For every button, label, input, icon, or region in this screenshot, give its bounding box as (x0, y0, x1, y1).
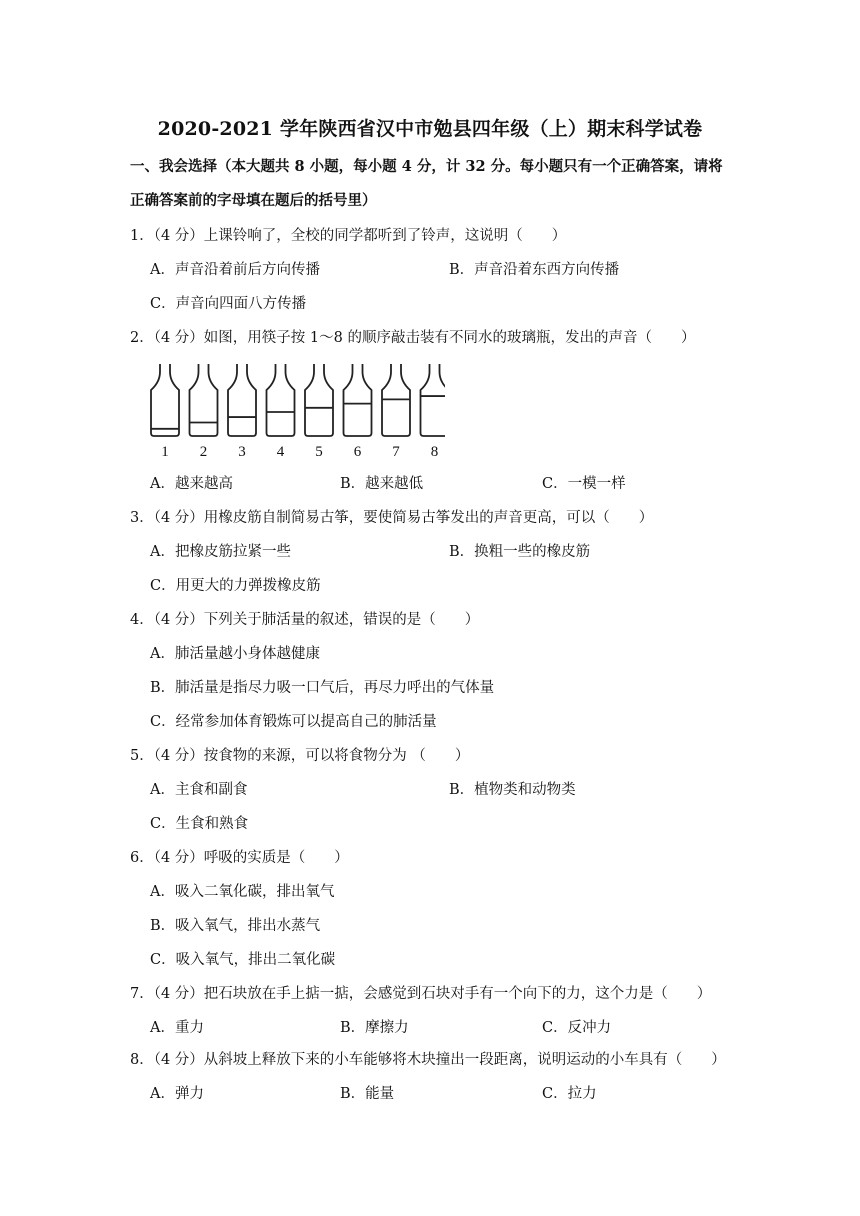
bottle-label-7: 7 (392, 444, 400, 460)
question-2-option-a: A．越来越高 (150, 476, 233, 492)
question-3-stem: 3．（4 分）用橡皮筋自制简易古筝，要使简易古筝发出的声音更高，可以（ ） (130, 510, 654, 526)
question-8-option-a: A．弹力 (150, 1086, 204, 1102)
bottle-3 (228, 364, 256, 460)
question-5-stem: 5．（4 分）按食物的来源，可以将食物分为 （ ） (130, 748, 470, 764)
question-3-option-a: A．把橡皮筋拉紧一些 (150, 544, 291, 560)
bottle-label-1: 1 (161, 444, 169, 460)
question-7-option-b: B．摩擦力 (340, 1020, 409, 1036)
question-3-option-b: B．换粗一些的橡皮筋 (449, 544, 591, 560)
question-5-option-b: B．植物类和动物类 (449, 782, 576, 798)
question-4-option-c: C．经常参加体育锻炼可以提高自己的肺活量 (150, 714, 437, 730)
question-4-option-b: B．肺活量是指尽力吸一口气后，再尽力呼出的气体量 (150, 680, 495, 696)
question-2-option-b: B．越来越低 (340, 476, 424, 492)
question-2-stem: 2．（4 分）如图，用筷子按 1～8 的顺序敲击装有不同水的玻璃瓶，发出的声音（ ） (130, 330, 696, 346)
bottle-label-6: 6 (353, 444, 362, 460)
question-1-option-a: A．声音沿着前后方向传播 (150, 262, 320, 278)
bottle-2 (190, 364, 218, 460)
bottle-label-8: 8 (430, 444, 439, 460)
exam-title: 2020-2021 学年陕西省汉中市勉县四年级（上）期末科学试卷 (157, 118, 703, 140)
question-4-stem: 4．（4 分）下列关于肺活量的叙述，错误的是（ ） (130, 612, 480, 628)
bottle-7 (382, 364, 410, 460)
section-header (130, 150, 740, 218)
bottles-diagram (145, 360, 445, 460)
question-5-option-a: A．主食和副食 (150, 782, 248, 798)
question-6-option-c: C．吸入氧气，排出二氧化碳 (150, 952, 336, 968)
question-7-stem: 7．（4 分）把石块放在手上掂一掂，会感觉到石块对手有一个向下的力，这个力是（ ） (130, 986, 712, 1002)
question-1-option-c: C．声音向四面八方传播 (150, 296, 307, 312)
question-8-option-c: C．拉力 (542, 1086, 597, 1102)
question-4-option-a: A．肺活量越小身体越健康 (150, 646, 320, 662)
question-1-option-b: B．声音沿着东西方向传播 (449, 262, 620, 278)
bottle-label-4: 4 (276, 444, 285, 460)
question-7-option-a: A．重力 (150, 1020, 204, 1036)
question-6-option-b: B．吸入氧气，排出水蒸气 (150, 918, 321, 934)
bottles-figure (145, 360, 445, 460)
question-5-option-c: C．生食和熟食 (150, 816, 249, 832)
question-6-stem: 6．（4 分）呼吸的实质是（ ） (130, 850, 349, 866)
bottle-8 (421, 364, 446, 460)
section-header-line2: 正确答案前的字母填在题后的括号里） (130, 192, 377, 209)
bottle-5 (305, 364, 333, 460)
bottle-label-3: 3 (238, 444, 246, 460)
bottle-label-2: 2 (199, 444, 208, 460)
bottle-4 (267, 364, 295, 460)
bottle-label-5: 5 (315, 444, 323, 460)
question-8-option-b: B．能量 (340, 1086, 395, 1102)
question-7-option-c: C．反冲力 (542, 1020, 612, 1036)
question-6-option-a: A．吸入二氧化碳，排出氧气 (150, 884, 335, 900)
section-header-line1: 一、我会选择（本大题共 8 小题，每小题 4 分，计 32 分。每小题只有一个正确答案，请将 (130, 158, 723, 175)
bottle-6 (344, 364, 372, 460)
bottle-1 (151, 364, 179, 460)
question-1-stem: 1．（4 分）上课铃响了，全校的同学都听到了铃声，这说明（ ） (130, 228, 567, 244)
question-8-stem: 8．（4 分）从斜坡上释放下来的小车能够将木块撞出一段距离，说明运动的小车具有（ ） (130, 1052, 726, 1068)
question-2-option-c: C．一模一样 (542, 476, 626, 492)
question-3-option-c: C．用更大的力弹拨橡皮筋 (150, 578, 321, 594)
